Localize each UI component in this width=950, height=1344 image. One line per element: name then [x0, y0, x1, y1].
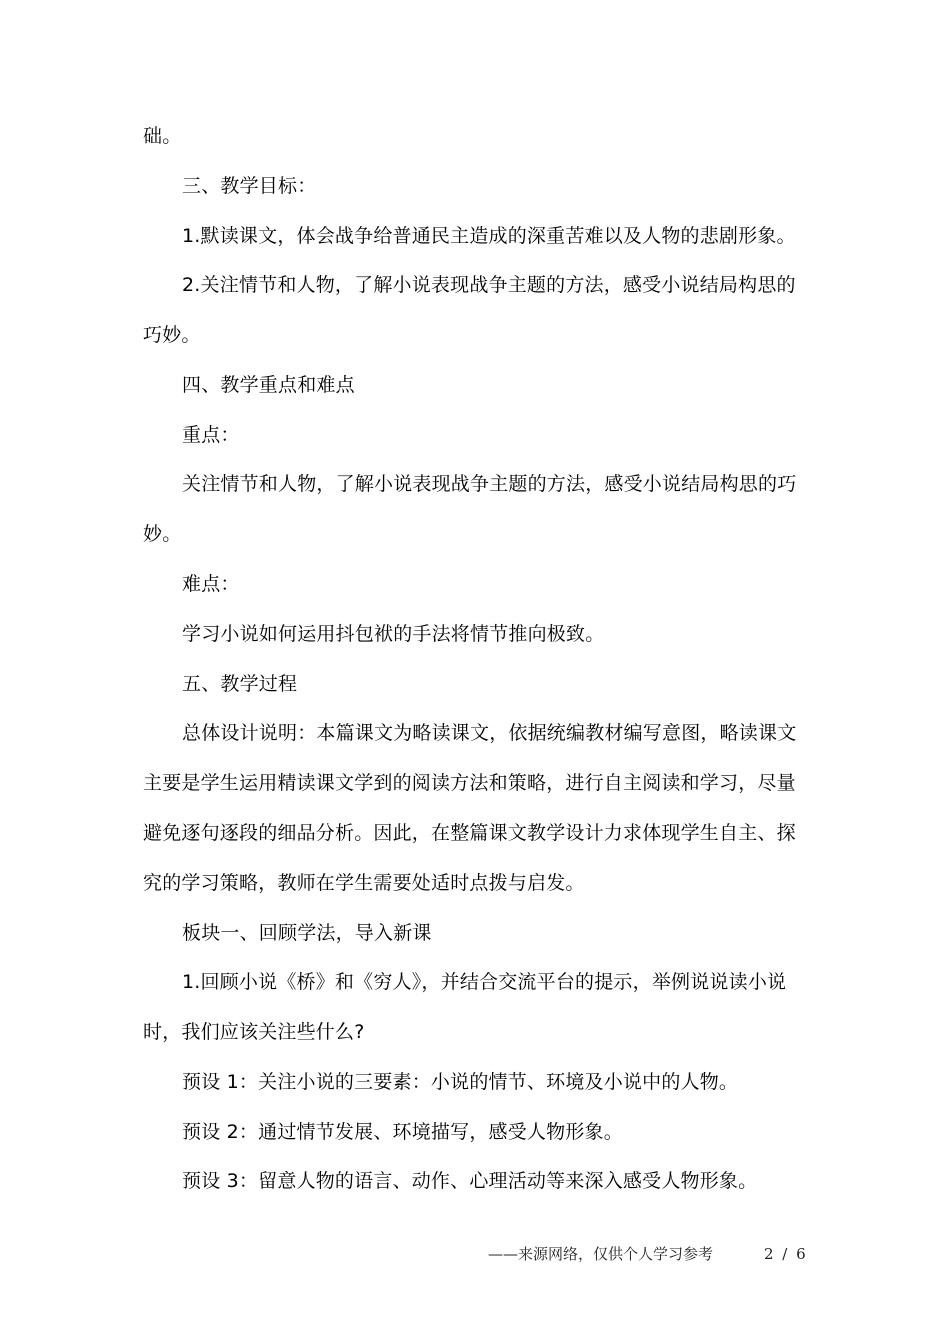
design-note-line-3: 避免逐句逐段的细品分析。因此，在整篇课文教学设计力求体现学生自主、探 — [143, 822, 796, 844]
page-footer — [488, 1244, 818, 1264]
objective-item-1: 1.默读课文，体会战争给普通民主造成的深重苦难以及人物的悲剧形象。 — [182, 225, 796, 247]
footer-source-note: ——来源网络，仅供个人学习参考 — [488, 1245, 714, 1263]
preset-answer-3: 预设 3：留意人物的语言、动作、心理活动等来深入感受人物形象。 — [182, 1170, 758, 1192]
preset-answer-2: 预设 2：通过情节发展、环境描写，感受人物形象。 — [182, 1121, 623, 1143]
design-note-line-4: 究的学习策略，教师在学生需要处适时点拨与启发。 — [143, 872, 585, 894]
design-note-line-2: 主要是学生运用精读课文学到的阅读方法和策略，进行自主阅读和学习，尽量 — [143, 772, 796, 794]
objective-item-2: 2.关注情节和人物，了解小说表现战争主题的方法，感受小说结局构思的 — [182, 274, 796, 296]
preset-answer-1: 预设 1：关注小说的三要素：小说的情节、环境及小说中的人物。 — [182, 1071, 739, 1093]
section-heading-objectives: 三、教学目标： — [182, 175, 317, 197]
review-question-line-1: 1.回顾小说《桥》和《穷人》，并结合交流平台的提示，举例说说读小说 — [182, 971, 787, 993]
body-line-1: 础。 — [143, 125, 182, 147]
difficulty-text: 学习小说如何运用抖包袱的手法将情节推向极致。 — [182, 623, 605, 645]
key-point-text: 关注情节和人物，了解小说表现战争主题的方法，感受小说结局构思的巧 — [182, 473, 797, 495]
objective-item-2-cont: 巧妙。 — [143, 324, 201, 346]
key-point-label: 重点： — [182, 424, 240, 446]
block-one-heading: 板块一、回顾学法，导入新课 — [182, 922, 432, 944]
section-heading-process: 五、教学过程 — [182, 673, 298, 695]
review-question-line-2: 时，我们应该关注些什么? — [143, 1021, 365, 1043]
key-point-text-cont: 妙。 — [143, 523, 182, 545]
design-note-line-1: 总体设计说明：本篇课文为略读课文，依据统编教材编写意图，略读课文 — [182, 722, 797, 744]
difficulty-label: 难点： — [182, 573, 240, 595]
page-number: 2 / 6 — [764, 1245, 808, 1263]
section-heading-key-points: 四、教学重点和难点 — [182, 374, 355, 396]
